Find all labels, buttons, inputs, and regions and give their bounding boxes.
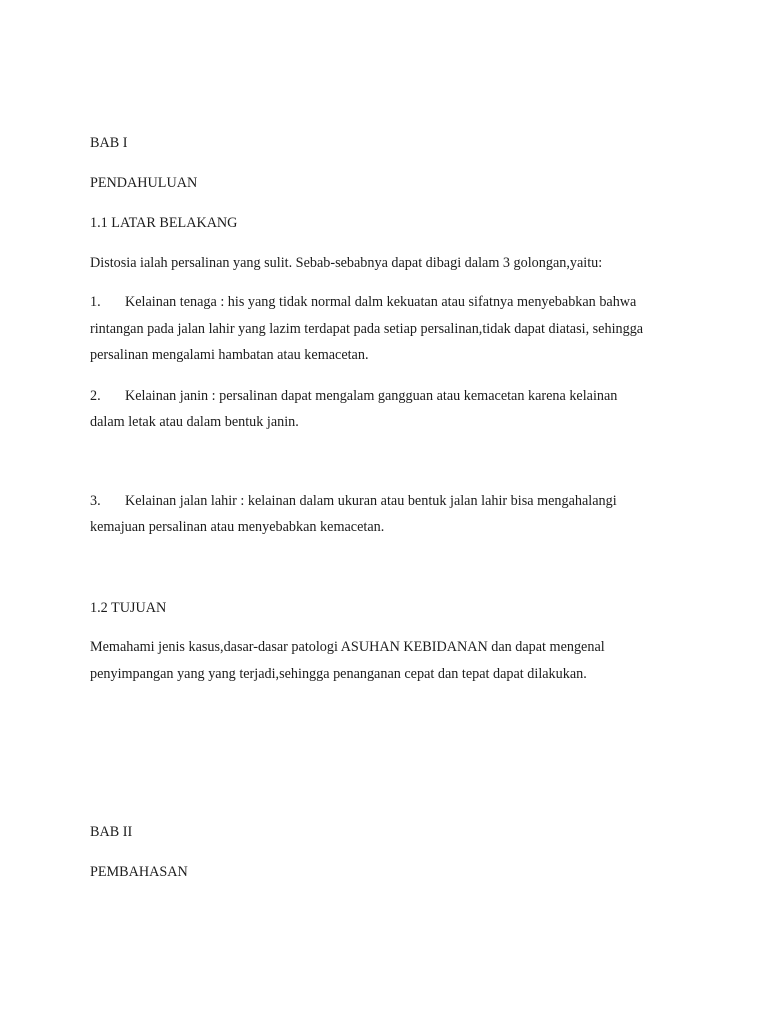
list-item-text: Kelainan jalan lahir : kelainan dalam ukuran atau bentuk jalan lahir bisa mengahalangi [125,493,617,509]
list-item-2-line-1 [90,387,617,405]
list-item-text: Kelainan tenaga : his yang tidak normal dalm kekuatan atau sifatnya menyebabkan bahwa [125,294,637,310]
chapter-subtitle-2: PEMBAHASAN [90,864,188,880]
chapter-title: BAB I [90,135,128,151]
list-item-1-line-1 [90,293,636,311]
list-item-number: 2. [90,388,101,404]
list-item-1-line-2: rintangan pada jalan lahir yang lazim terdapat pada setiap persalinan,tidak dapat diatasi, sehingga [90,321,644,337]
intro-paragraph: Distosia ialah persalinan yang sulit. Sebab-sebabnya dapat dibagi dalam 3 golongan,yaitu: [90,255,603,271]
list-item-3-line-2: kemajuan persalinan atau menyebabkan kemacetan. [90,519,385,535]
list-item-2-line-2: dalam letak atau dalam bentuk janin. [90,414,299,430]
tujuan-paragraph-line-1: Memahami jenis kasus,dasar-dasar patologi ASUHAN KEBIDANAN dan dapat mengenal [90,639,605,655]
list-item-number: 1. [90,294,101,310]
tujuan-paragraph-line-2: penyimpangan yang yang terjadi,sehingga penanganan cepat dan tepat dapat dilakukan. [90,666,587,682]
chapter-title-2: BAB II [90,824,133,840]
chapter-subtitle: PENDAHULUAN [90,175,198,191]
list-item-1-line-3: persalinan mengalami hambatan atau kemacetan. [90,347,369,363]
list-item-text: Kelainan janin : persalinan dapat mengalam gangguan atau kemacetan karena kelainan [125,388,618,404]
section-heading-tujuan: 1.2 TUJUAN [90,600,167,616]
section-heading-latar-belakang: 1.1 LATAR BELAKANG [90,215,238,231]
list-item-3-line-1 [90,492,617,510]
list-item-number: 3. [90,493,101,509]
